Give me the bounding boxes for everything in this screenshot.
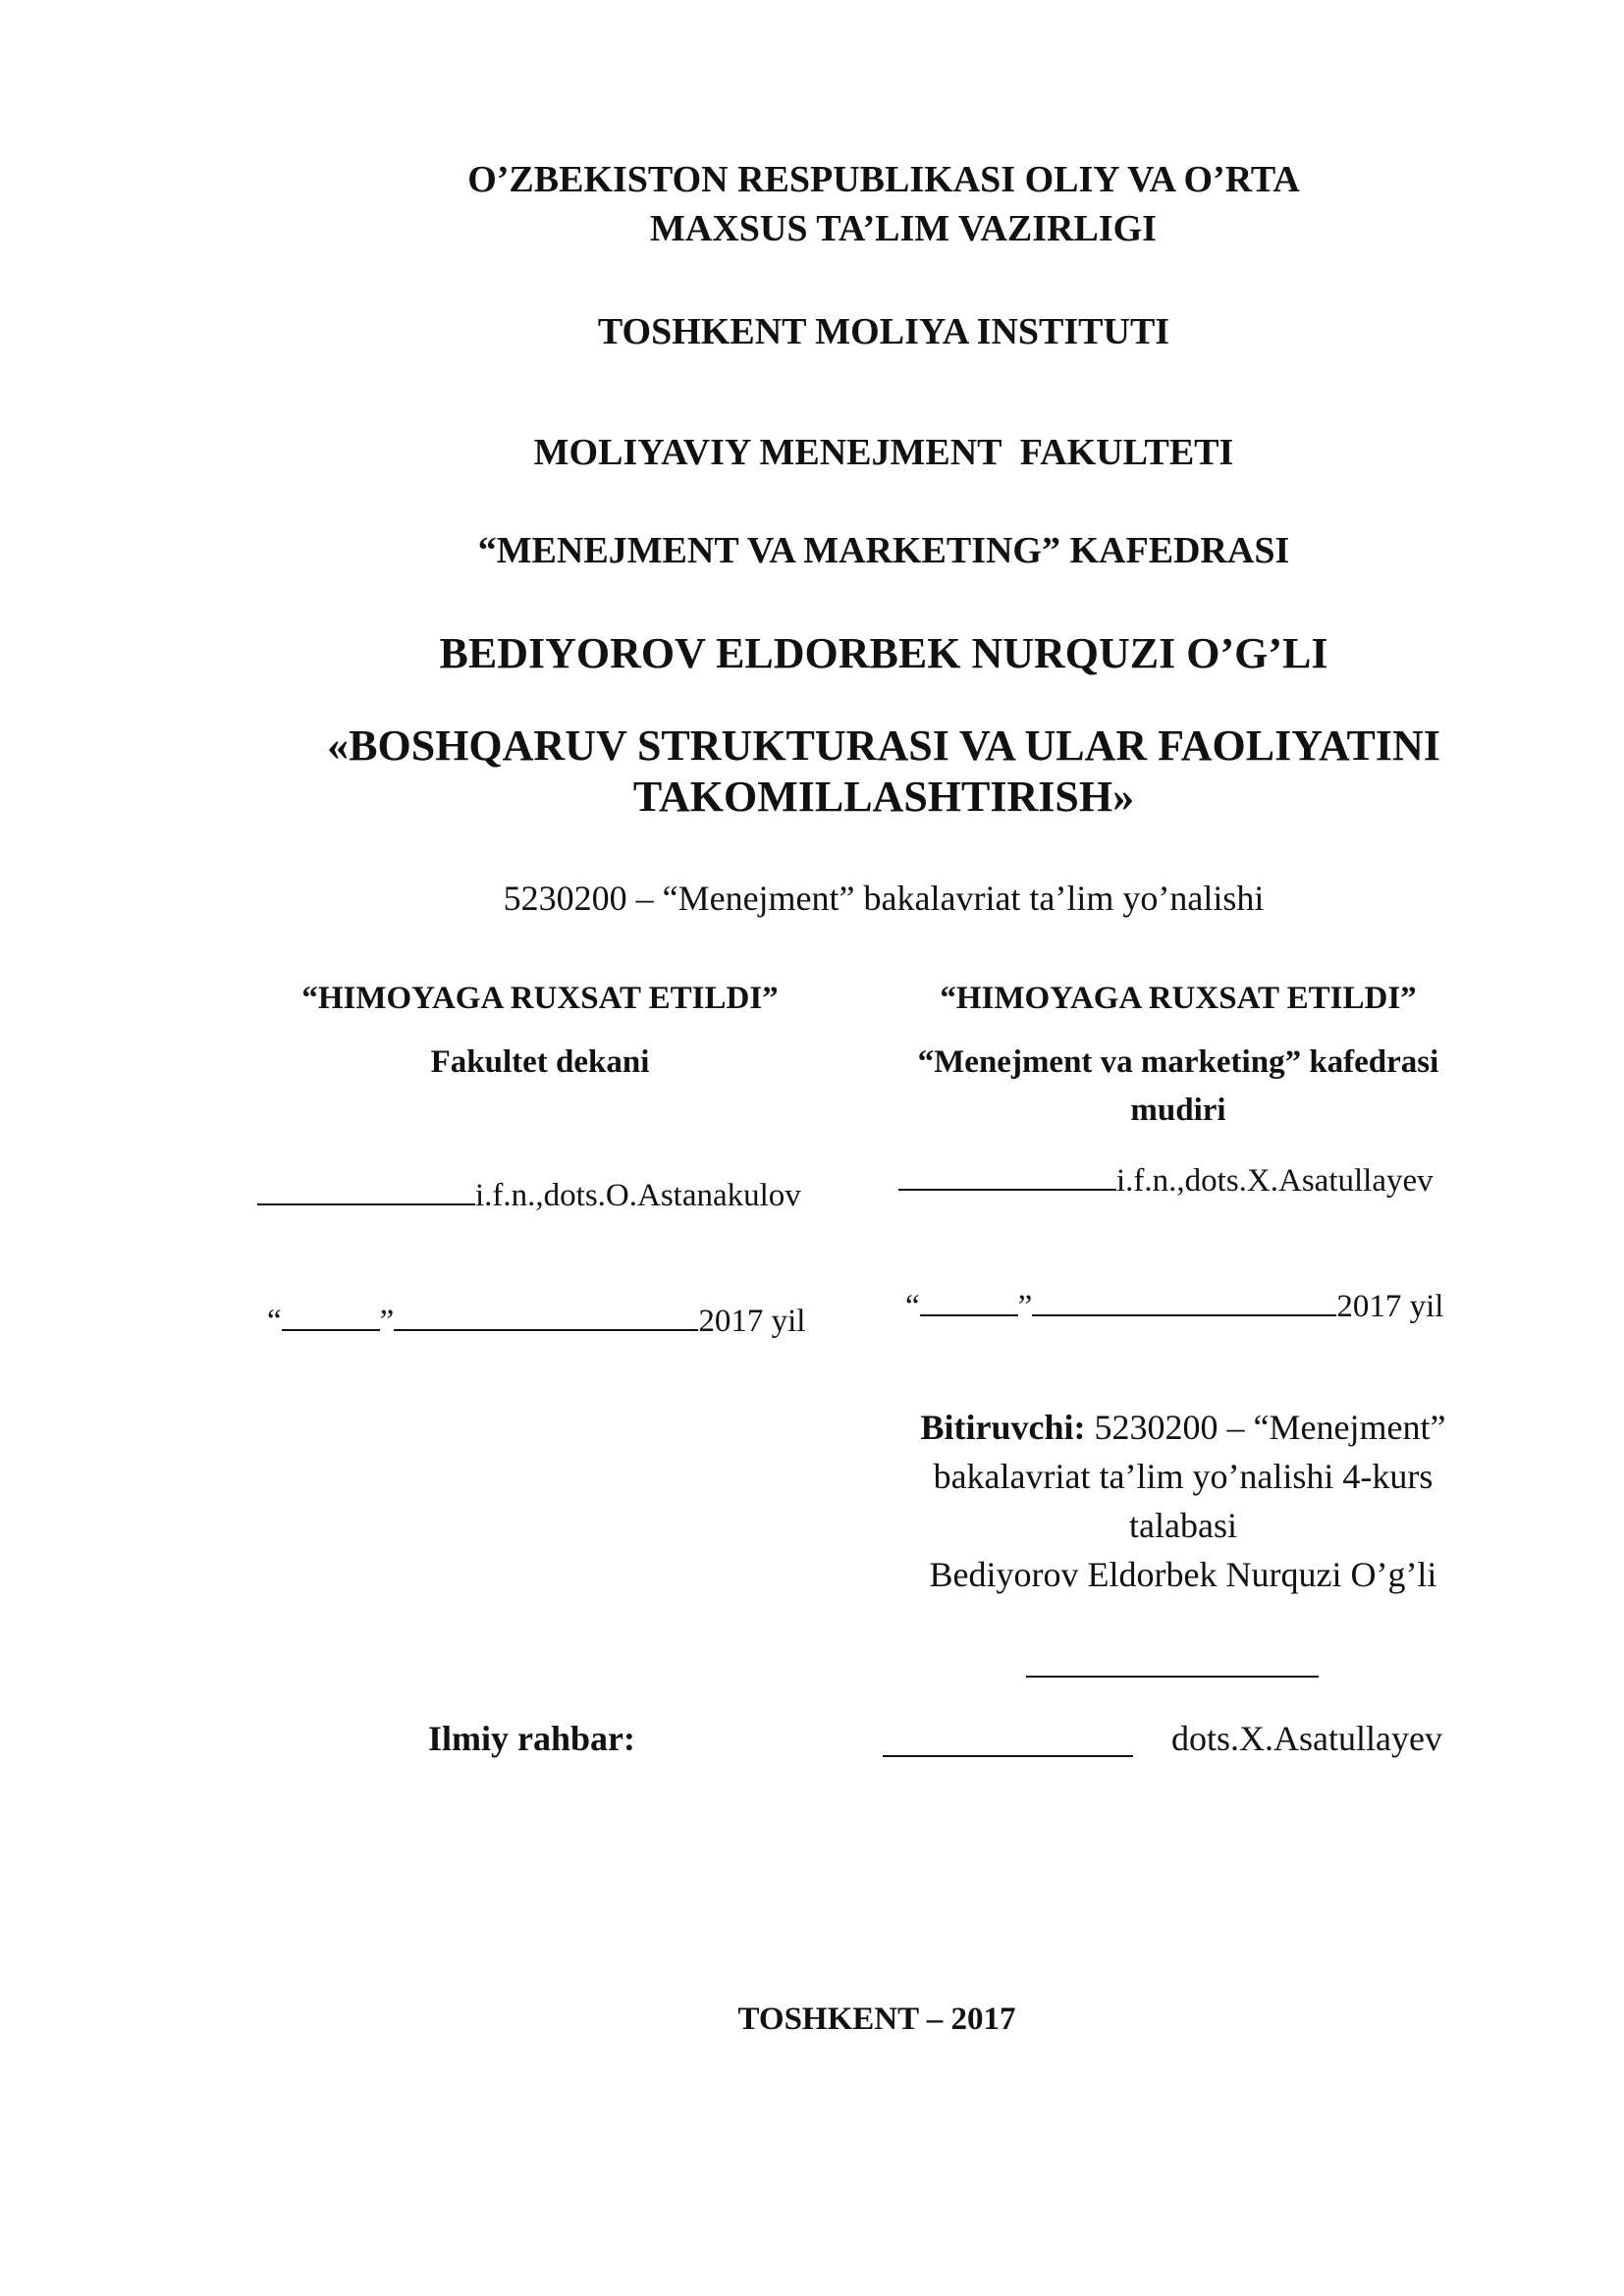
right-signatory: i.f.n.,dots.X.Asatullayev <box>1116 1163 1434 1199</box>
left-signature-line <box>257 1168 801 1217</box>
right-year: 2017 yil <box>1336 1289 1444 1324</box>
right-date-line <box>905 1279 1443 1328</box>
left-date-line <box>267 1294 805 1343</box>
right-approval-role-1: “Menejment va marketing” kafedrasi <box>917 1044 1439 1080</box>
graduate-program: 5230200 – “Menejment” <box>1085 1408 1446 1447</box>
right-signature-line <box>898 1153 1434 1202</box>
left-approval-heading: “HIMOYAGA RUXSAT ETILDI” <box>301 981 779 1016</box>
supervisor-label: Ilmiy rahbar: <box>428 1719 635 1758</box>
author-name: BEDIYOROV ELDORBEK NURQUZI O’G’LI <box>439 629 1328 677</box>
graduate-signature-blank <box>1026 1676 1319 1678</box>
graduate-block <box>864 1403 1502 1599</box>
supervisor-signature-blank <box>883 1755 1133 1757</box>
graduate-label: Bitiruvchi: <box>920 1408 1086 1447</box>
thesis-title-line-2: TAKOMILLASHTIRISH» <box>632 773 1135 821</box>
graduate-line-1 <box>864 1403 1502 1452</box>
date-close-quote: ” <box>379 1304 395 1339</box>
ministry-line-2: MAXSUS TA’LIM VAZIRLIGI <box>650 208 1157 249</box>
signature-blank <box>257 1168 475 1205</box>
date-close-quote: ” <box>1017 1289 1033 1324</box>
graduate-name: Bediyorov Eldorbek Nurquzi O’g’li <box>929 1555 1437 1594</box>
right-approval-role-2: mudiri <box>1130 1093 1226 1128</box>
faculty-name: MOLIYAVIY MENEJMENT FAKULTETI <box>533 432 1234 473</box>
left-signatory: i.f.n.,dots.O.Astanakulov <box>475 1178 801 1213</box>
supervisor-name: dots.X.Asatullayev <box>1171 1719 1442 1758</box>
month-blank <box>1032 1279 1336 1316</box>
institute-name: TOSHKENT MOLIYA INSTITUTI <box>597 311 1170 352</box>
ministry-line-1: O’ZBEKISTON RESPUBLIKASI OLIY VA O’RTA <box>467 159 1300 200</box>
department-name: “MENEJMENT VA MARKETING” KAFEDRASI <box>477 530 1290 571</box>
graduate-line-3: talabasi <box>1129 1506 1237 1545</box>
left-approval-role: Fakultet dekani <box>430 1044 650 1080</box>
left-year: 2017 yil <box>698 1304 806 1339</box>
right-approval-heading: “HIMOYAGA RUXSAT ETILDI” <box>940 981 1417 1016</box>
footer-city-year: TOSHKENT – 2017 <box>737 2002 1016 2037</box>
graduate-line-2: bakalavriat ta’lim yo’nalishi 4-kurs <box>933 1457 1434 1496</box>
program-line: 5230200 – “Menejment” bakalavriat ta’lim yo’nalishi <box>503 879 1265 918</box>
date-open-quote: “ <box>267 1304 282 1339</box>
date-open-quote: “ <box>905 1289 920 1324</box>
day-blank <box>282 1294 380 1331</box>
day-blank <box>920 1279 1018 1316</box>
signature-blank <box>898 1153 1116 1191</box>
thesis-title-line-1: «BOSHQARUV STRUKTURASI VA ULAR FAOLIYATINI <box>327 721 1440 770</box>
month-blank <box>394 1294 698 1331</box>
